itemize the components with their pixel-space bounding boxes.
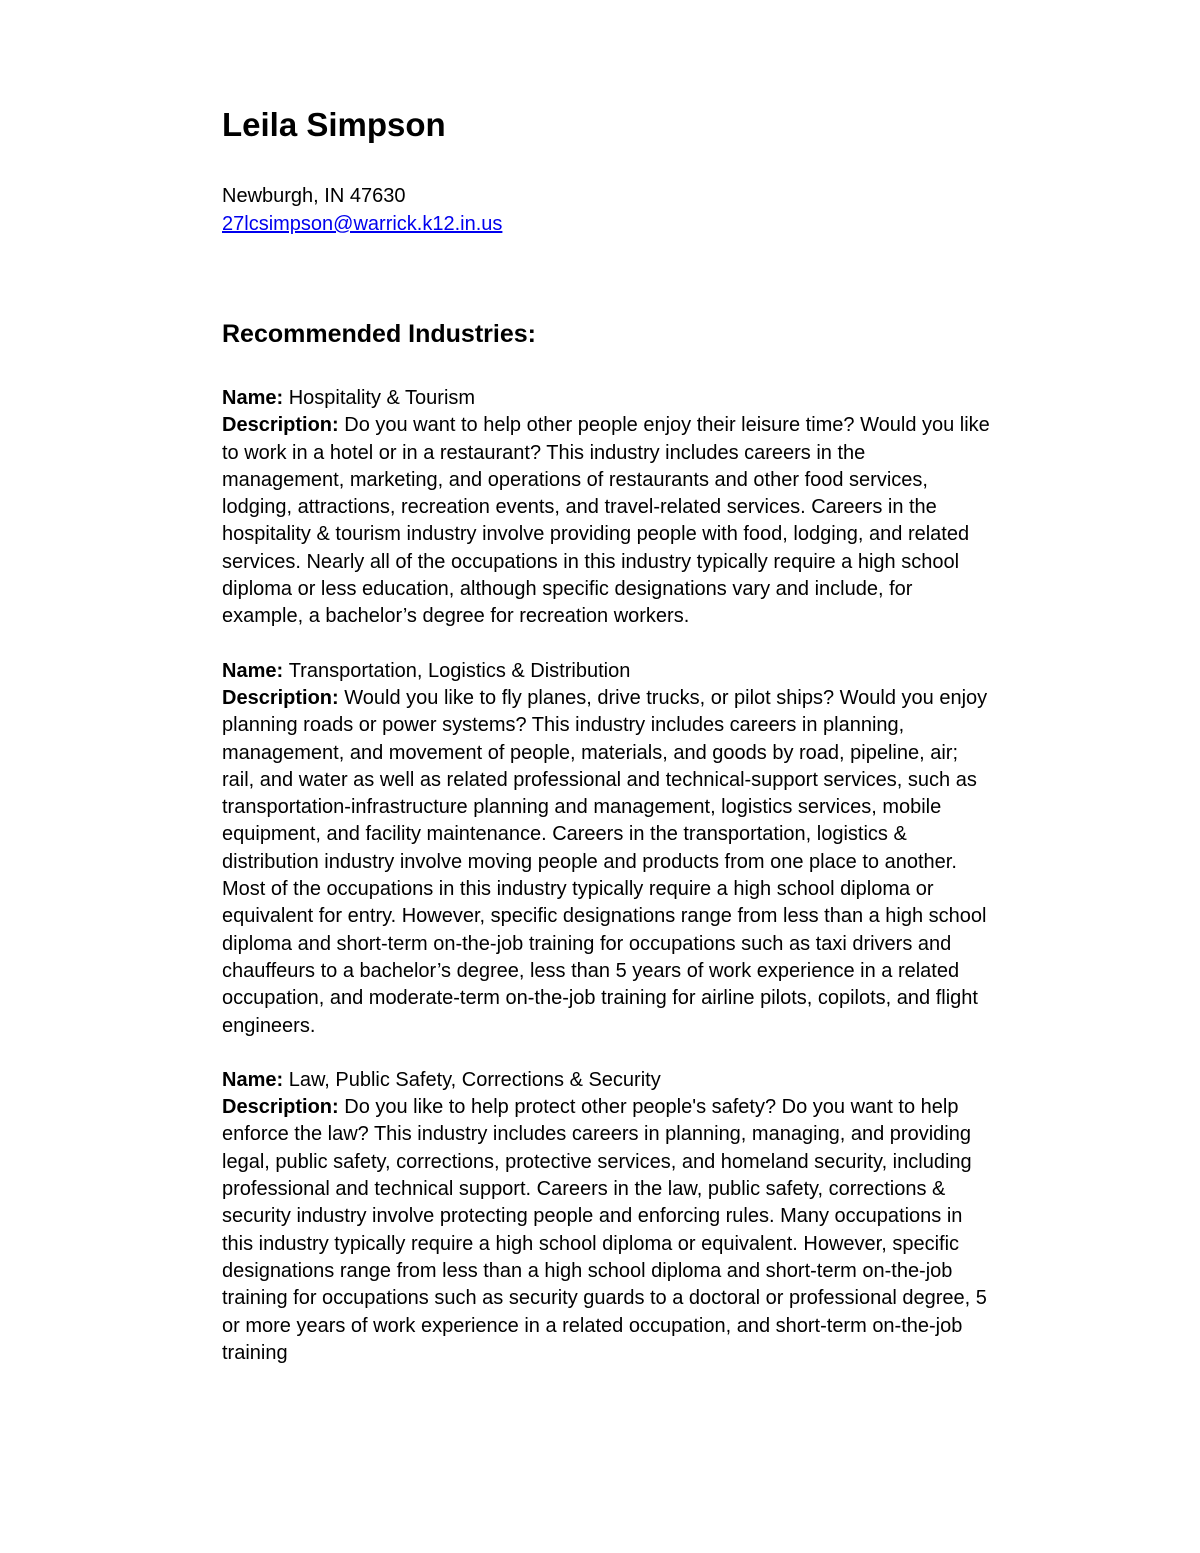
name-label: Name xyxy=(222,1068,277,1091)
industry-description: Do you want to help other people enjoy their leisure time? Would you like to work in a hotel or in a restaurant? This industry includes careers in the management, marketing, and operations of restaurants and other food services, lodging, attractions, recreation events, and travel-related services. Careers in the hospitality & tourism industry involve providing people with food, lodging, and related services. Nearly all of the occupations in this industry typically require a high school diploma or less education, although specific designations vary and include, for example, a bachelor’s degree for recreation workers. xyxy=(222,414,990,628)
industry-item xyxy=(222,658,992,1040)
description-label-colon: : xyxy=(332,414,345,437)
name-label: Name xyxy=(222,659,277,682)
industry-name: Law, Public Safety, Corrections & Security xyxy=(288,1068,661,1091)
description-label-colon: : xyxy=(332,686,345,709)
industry-description-line xyxy=(222,412,992,630)
industry-name: Transportation, Logistics & Distribution xyxy=(288,659,631,682)
description-label: Description xyxy=(222,414,333,437)
industry-description: Would you like to fly planes, drive trucks, or pilot ships? Would you enjoy planning roads or power systems? This industry includes careers in planning, management, and movement of people, materials, and goods by road, pipeline, air; rail, and water as well as related professional and technical-support services, such as transportation-infrastructure planning and management, logistics services, mobile equipment, and facility maintenance. Careers in the transportation, logistics & distribution industry involve moving people and products from one place to another. Most of the occupations in this industry typically require a high school diploma or equivalent for entry. However, specific designations range from less than a high school diploma and short-term on-the-job training for occupations such as taxi drivers and chauffeurs to a bachelor’s degree, less than 5 years of work experience in a related occupation, and moderate-term on-the-job training for airline pilots, copilots, and flight engineers. xyxy=(222,686,988,1037)
industry-list xyxy=(222,385,992,1394)
section-heading: Recommended Industries: xyxy=(222,320,536,348)
industry-name: Hospitality & Tourism xyxy=(288,387,476,409)
name-label-colon: : xyxy=(276,387,289,409)
name-label-colon: : xyxy=(276,659,289,682)
person-name: Leila Simpson xyxy=(222,106,446,143)
description-label: Description xyxy=(222,1096,333,1119)
industry-item xyxy=(222,1067,992,1367)
email-link[interactable]: 27lcsimpson@warrick.k12.in.us xyxy=(222,213,503,235)
industry-name-line xyxy=(222,658,992,685)
industry-item xyxy=(222,385,992,631)
description-label-colon: : xyxy=(332,1096,345,1119)
description-label: Description xyxy=(222,686,333,709)
industry-name-line xyxy=(222,1067,992,1094)
industry-description-line xyxy=(222,685,992,1040)
name-label-colon: : xyxy=(276,1068,289,1091)
name-label: Name xyxy=(222,387,277,409)
location-text: Newburgh, IN 47630 xyxy=(222,185,406,207)
industry-description: Do you like to help protect other people's safety? Do you want to help enforce the law? This industry includes careers in planning, managing, and providing legal, public safety, corrections, protective services, and homeland security, including professional and technical support. Careers in the law, public safety, corrections & security industry involve protecting people and enforcing rules. Many occupations in this industry typically require a high school diploma or equivalent. However, specific designations range from less than a high school diploma and short-term on-the-job training for occupations such as security guards to a doctoral or professional degree, 5 or more years of work experience in a related occupation, and short-term on-the-job training xyxy=(222,1096,987,1364)
industry-name-line xyxy=(222,385,992,412)
industry-description-line xyxy=(222,1094,992,1367)
